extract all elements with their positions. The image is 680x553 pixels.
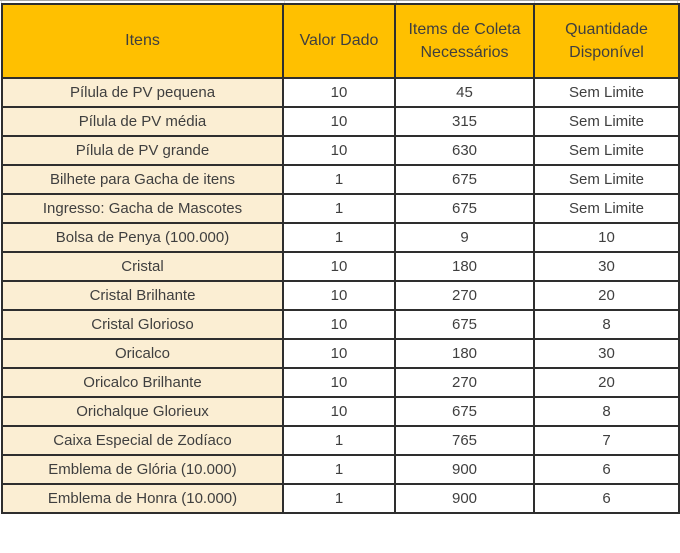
valor-dado-cell: 10 (283, 339, 395, 368)
item-name-cell: Bolsa de Penya (100.000) (2, 223, 283, 252)
valor-dado-cell: 1 (283, 455, 395, 484)
disponivel-cell: Sem Limite (534, 165, 679, 194)
coleta-cell: 900 (395, 484, 534, 513)
valor-dado-cell: 10 (283, 368, 395, 397)
coleta-cell: 270 (395, 368, 534, 397)
table-row (2, 165, 679, 194)
disponivel-cell: Sem Limite (534, 136, 679, 165)
disponivel-cell: 7 (534, 426, 679, 455)
disponivel-cell: 20 (534, 281, 679, 310)
valor-dado-cell: 1 (283, 223, 395, 252)
table-row (2, 223, 679, 252)
coleta-cell: 630 (395, 136, 534, 165)
coleta-cell: 180 (395, 252, 534, 281)
table-row (2, 281, 679, 310)
valor-dado-cell: 1 (283, 426, 395, 455)
column-header-valor-dado: Valor Dado (283, 4, 395, 78)
item-name-cell: Emblema de Honra (10.000) (2, 484, 283, 513)
item-name-cell: Pílula de PV grande (2, 136, 283, 165)
valor-dado-cell: 10 (283, 136, 395, 165)
table-row (2, 397, 679, 426)
coleta-cell: 315 (395, 107, 534, 136)
valor-dado-cell: 10 (283, 252, 395, 281)
valor-dado-cell: 10 (283, 78, 395, 107)
table-row (2, 78, 679, 107)
coleta-cell: 180 (395, 339, 534, 368)
table-row (2, 368, 679, 397)
item-name-cell: Pílula de PV média (2, 107, 283, 136)
item-name-cell: Oricalco Brilhante (2, 368, 283, 397)
coleta-cell: 675 (395, 165, 534, 194)
item-exchange-table (1, 3, 680, 514)
disponivel-cell: Sem Limite (534, 194, 679, 223)
coleta-cell: 270 (395, 281, 534, 310)
table-row (2, 339, 679, 368)
coleta-cell: 900 (395, 455, 534, 484)
disponivel-cell: 8 (534, 397, 679, 426)
coleta-cell: 675 (395, 194, 534, 223)
coleta-cell: 9 (395, 223, 534, 252)
disponivel-cell: 6 (534, 484, 679, 513)
disponivel-cell: Sem Limite (534, 78, 679, 107)
valor-dado-cell: 1 (283, 165, 395, 194)
table-row (2, 136, 679, 165)
valor-dado-cell: 10 (283, 397, 395, 426)
valor-dado-cell: 1 (283, 484, 395, 513)
coleta-cell: 45 (395, 78, 534, 107)
column-header-disponivel: Quantidade Disponível (534, 4, 679, 78)
table-row (2, 455, 679, 484)
disponivel-cell: 30 (534, 339, 679, 368)
table-row (2, 426, 679, 455)
coleta-cell: 675 (395, 310, 534, 339)
coleta-cell: 765 (395, 426, 534, 455)
column-header-itens: Itens (2, 4, 283, 78)
valor-dado-cell: 10 (283, 107, 395, 136)
table-row (2, 484, 679, 513)
disponivel-cell: 30 (534, 252, 679, 281)
item-name-cell: Pílula de PV pequena (2, 78, 283, 107)
disponivel-cell: 20 (534, 368, 679, 397)
item-name-cell: Caixa Especial de Zodíaco (2, 426, 283, 455)
item-name-cell: Ingresso: Gacha de Mascotes (2, 194, 283, 223)
item-name-cell: Emblema de Glória (10.000) (2, 455, 283, 484)
disponivel-cell: Sem Limite (534, 107, 679, 136)
table-row (2, 194, 679, 223)
disponivel-cell: 10 (534, 223, 679, 252)
disponivel-cell: 8 (534, 310, 679, 339)
table-row (2, 310, 679, 339)
valor-dado-cell: 10 (283, 310, 395, 339)
table-row (2, 107, 679, 136)
item-name-cell: Oricalco (2, 339, 283, 368)
header-row (2, 4, 679, 78)
disponivel-cell: 6 (534, 455, 679, 484)
item-name-cell: Bilhete para Gacha de itens (2, 165, 283, 194)
column-header-coleta: Items de Coleta Necessários (395, 4, 534, 78)
table-row (2, 252, 679, 281)
valor-dado-cell: 1 (283, 194, 395, 223)
item-name-cell: Cristal Glorioso (2, 310, 283, 339)
item-name-cell: Cristal Brilhante (2, 281, 283, 310)
item-name-cell: Orichalque Glorieux (2, 397, 283, 426)
coleta-cell: 675 (395, 397, 534, 426)
valor-dado-cell: 10 (283, 281, 395, 310)
item-name-cell: Cristal (2, 252, 283, 281)
